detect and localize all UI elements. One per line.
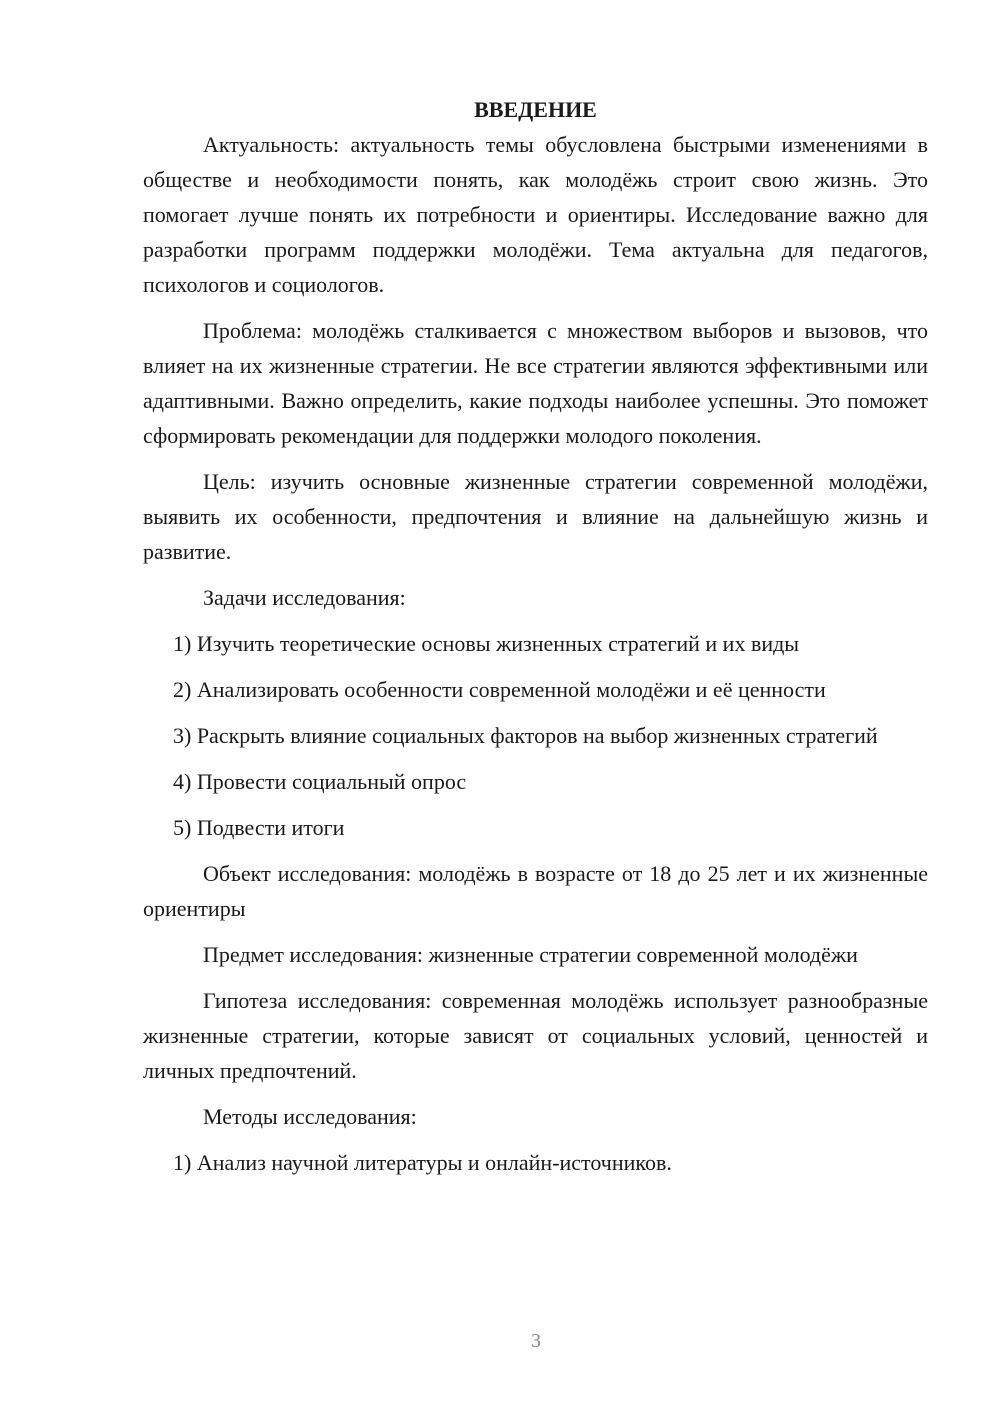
page-title: ВВЕДЕНИЕ bbox=[474, 97, 597, 122]
paragraph-actuality: Актуальность: актуальность темы обусловлена быстрыми изменениями в обществе и необходимости понять, как молодёжь строит свою жизнь. Это помогает лучше понять их потребности и ориентиры. Исследование важно для разработки программ поддержки молодёжи. Тема актуальна для педагогов, психологов и социологов. bbox=[143, 132, 928, 297]
paragraph-problem: Проблема: молодёжь сталкивается с множеством выборов и вызовов, что влияет на их жизненные стратегии. Не все стратегии являются эффективными или адаптивными. Важно определить, какие подходы наиболее успешны. Это поможет сформировать рекомендации для поддержки молодого поколения. bbox=[143, 318, 928, 448]
paragraph-hypothesis: Гипотеза исследования: современная молодёжь использует разнообразные жизненные стратегии, которые зависят от социальных условий, ценностей и личных предпочтений. bbox=[143, 988, 928, 1083]
list-item-task-1: 1) Изучить теоретические основы жизненных стратегий и их виды bbox=[173, 631, 800, 656]
list-item-task-5: 5) Подвести итоги bbox=[173, 815, 345, 840]
document-page bbox=[143, 92, 928, 1180]
list-item-task-2: 2) Анализировать особенности современной молодёжи и её ценности bbox=[173, 677, 826, 702]
list-item-method-1: 1) Анализ научной литературы и онлайн-источников. bbox=[173, 1150, 672, 1175]
paragraph-object: Объект исследования: молодёжь в возрасте от 18 до 25 лет и их жизненные ориентиры bbox=[143, 861, 928, 921]
page-number: 3 bbox=[531, 1330, 541, 1352]
list-item-task-3: 3) Раскрыть влияние социальных факторов на выбор жизненных стратегий bbox=[173, 723, 878, 748]
list-item-task-4: 4) Провести социальный опрос bbox=[173, 769, 467, 794]
paragraph-goal: Цель: изучить основные жизненные стратегии современной молодёжи, выявить их особенности, предпочтения и влияние на дальнейшую жизнь и развитие. bbox=[143, 469, 928, 564]
methods-title: Методы исследования: bbox=[203, 1104, 417, 1129]
tasks-title: Задачи исследования: bbox=[203, 585, 406, 610]
paragraph-subject: Предмет исследования: жизненные стратегии современной молодёжи bbox=[203, 942, 858, 967]
